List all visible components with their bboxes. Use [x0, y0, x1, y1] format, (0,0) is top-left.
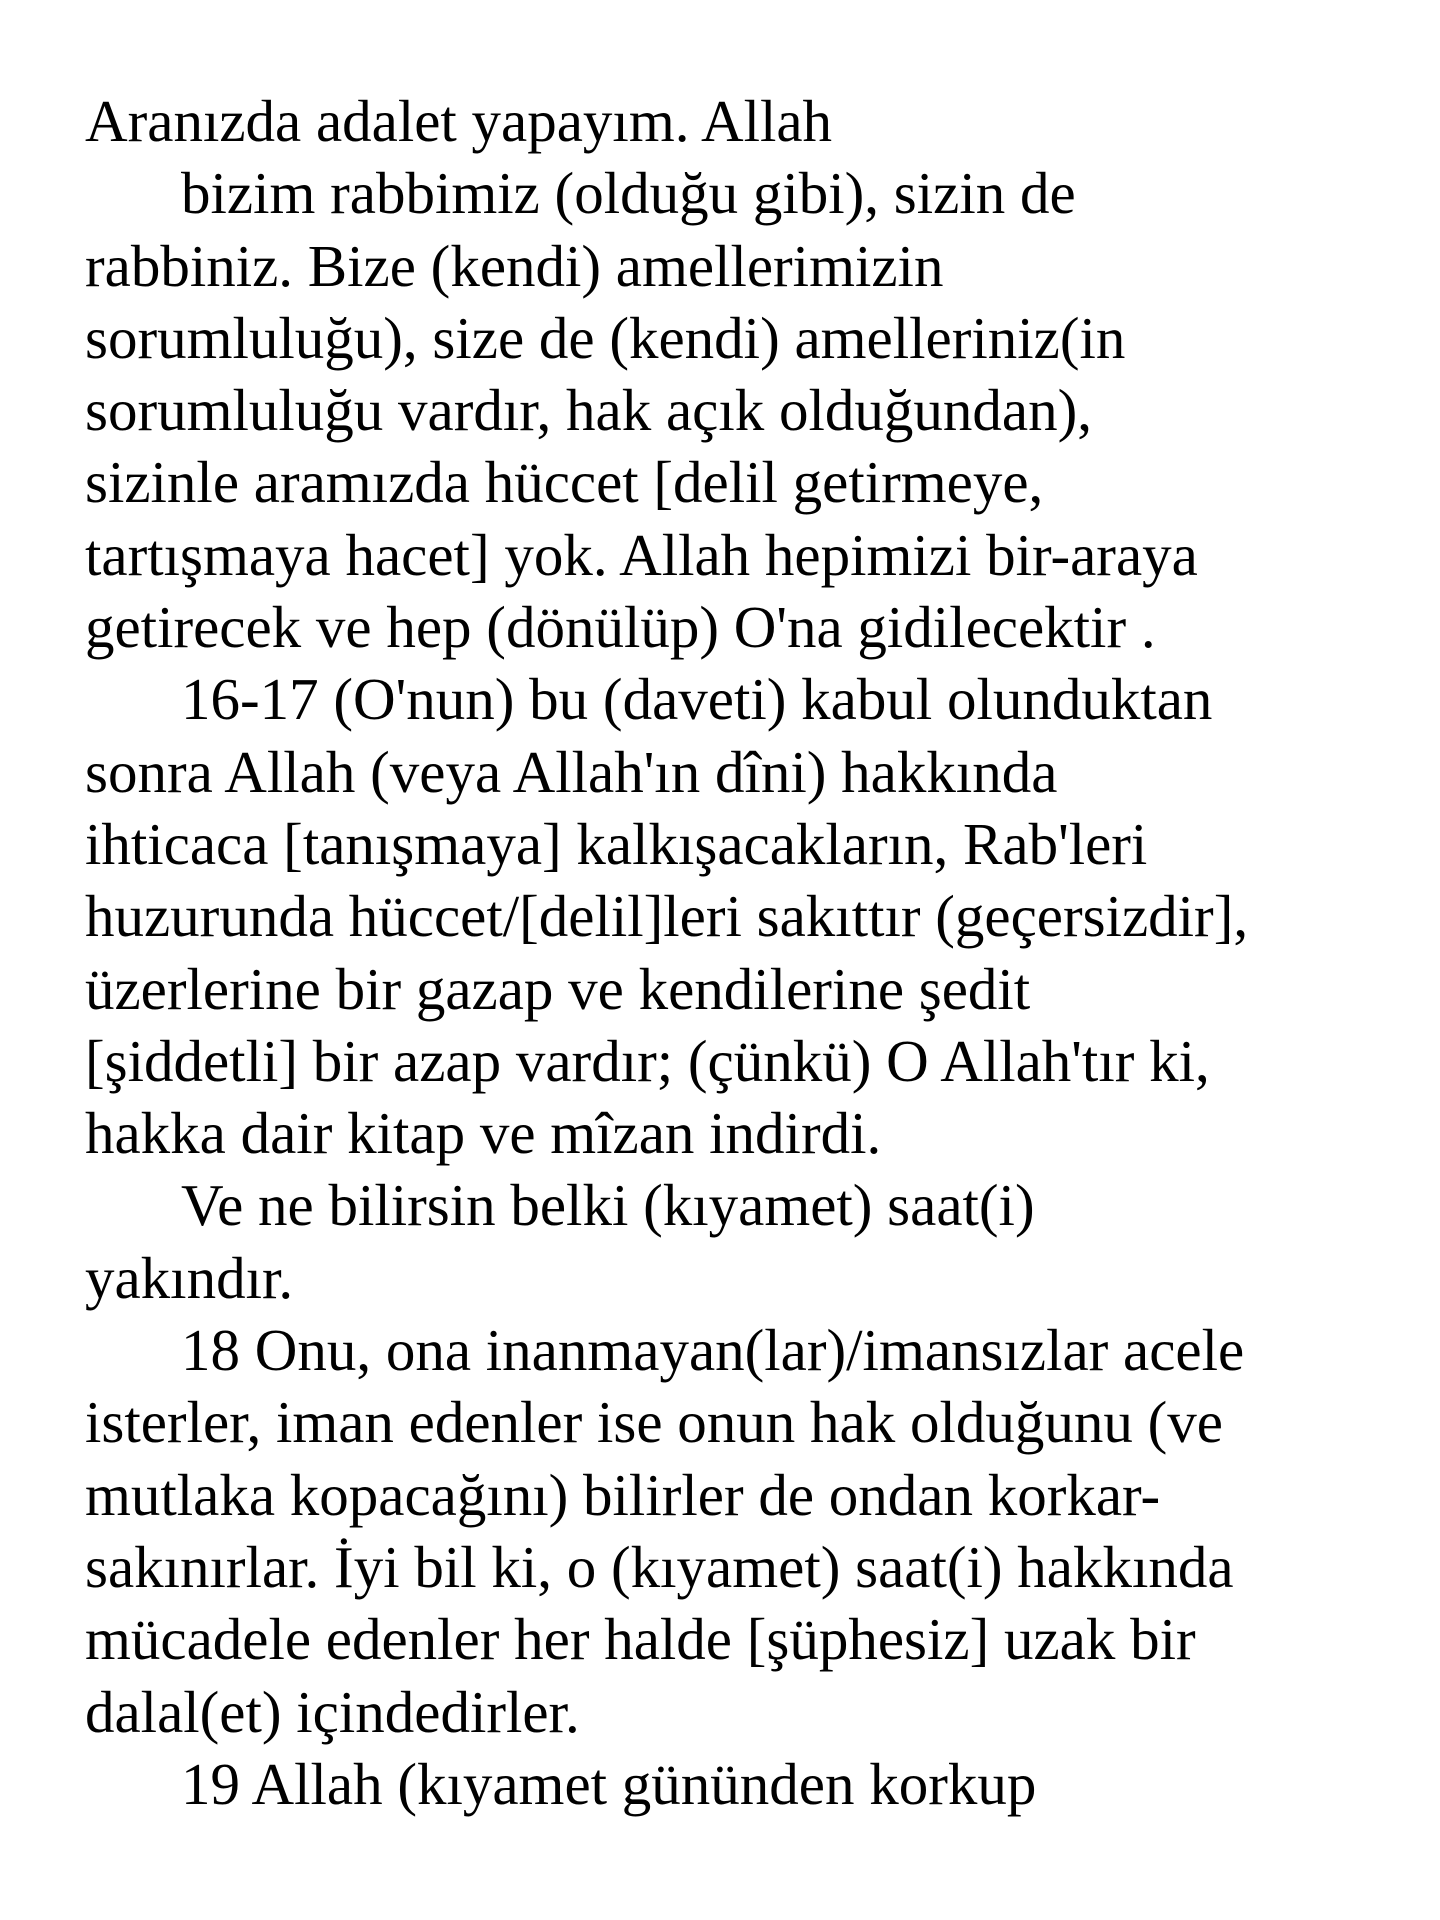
- text-line: getirecek ve hep (dönülüp) O'na gidilecektir .: [85, 594, 1156, 661]
- text-line-indented: bizim rabbimiz (olduğu gibi), sizin de: [181, 160, 1076, 227]
- text-line: sorumluluğu), size de (kendi) amelleriniz(in: [85, 304, 1126, 371]
- text-line: Aranızda adalet yapayım. Allah: [85, 88, 833, 154]
- text-line: hakka dair kitap ve mîzan indirdi.: [85, 1100, 882, 1167]
- text-line: sonra Allah (veya Allah'ın dîni) hakkında: [85, 738, 1058, 805]
- text-line-indented: 16-17 (O'nun) bu (daveti) kabul olunduktan: [181, 666, 1213, 733]
- text-line-indented: 19 Allah (kıyamet gününden korkup: [181, 1750, 1037, 1817]
- text-line: mücadele edenler her halde [şüphesiz] uzak bir: [85, 1606, 1196, 1673]
- text-line: yakındır.: [85, 1244, 294, 1311]
- document-text-body: [85, 85, 1405, 1820]
- text-line: tartışmaya hacet] yok. Allah hepimizi bir-araya: [85, 521, 1198, 588]
- text-line: rabbiniz. Bize (kendi) amellerimizin: [85, 232, 944, 299]
- text-line: isterler, iman edenler ise onun hak olduğunu (ve: [85, 1389, 1223, 1456]
- text-line-indented: 18 Onu, ona inanmayan(lar)/imansızlar acele: [181, 1317, 1245, 1384]
- text-line: huzurunda hüccet/[delil]leri sakıttır (geçersizdir],: [85, 883, 1249, 950]
- text-line: sizinle aramızda hüccet [delil getirmeye,: [85, 449, 1044, 516]
- text-line: mutlaka kopacağını) bilirler de ondan korkar-: [85, 1461, 1161, 1528]
- text-line: ihticaca [tanışmaya] kalkışacakların, Rab'leri: [85, 810, 1148, 877]
- text-line: sakınırlar. İyi bil ki, o (kıyamet) saat(i) hakkında: [85, 1533, 1234, 1600]
- text-line: dalal(et) içindedirler.: [85, 1678, 580, 1745]
- text-line: sorumluluğu vardır, hak açık olduğundan),: [85, 377, 1092, 444]
- text-line: üzerlerine bir gazap ve kendilerine şedit: [85, 955, 1031, 1022]
- text-line: [şiddetli] bir azap vardır; (çünkü) O Allah'tır ki,: [85, 1027, 1210, 1094]
- text-line-indented: Ve ne bilirsin belki (kıyamet) saat(i): [181, 1172, 1035, 1239]
